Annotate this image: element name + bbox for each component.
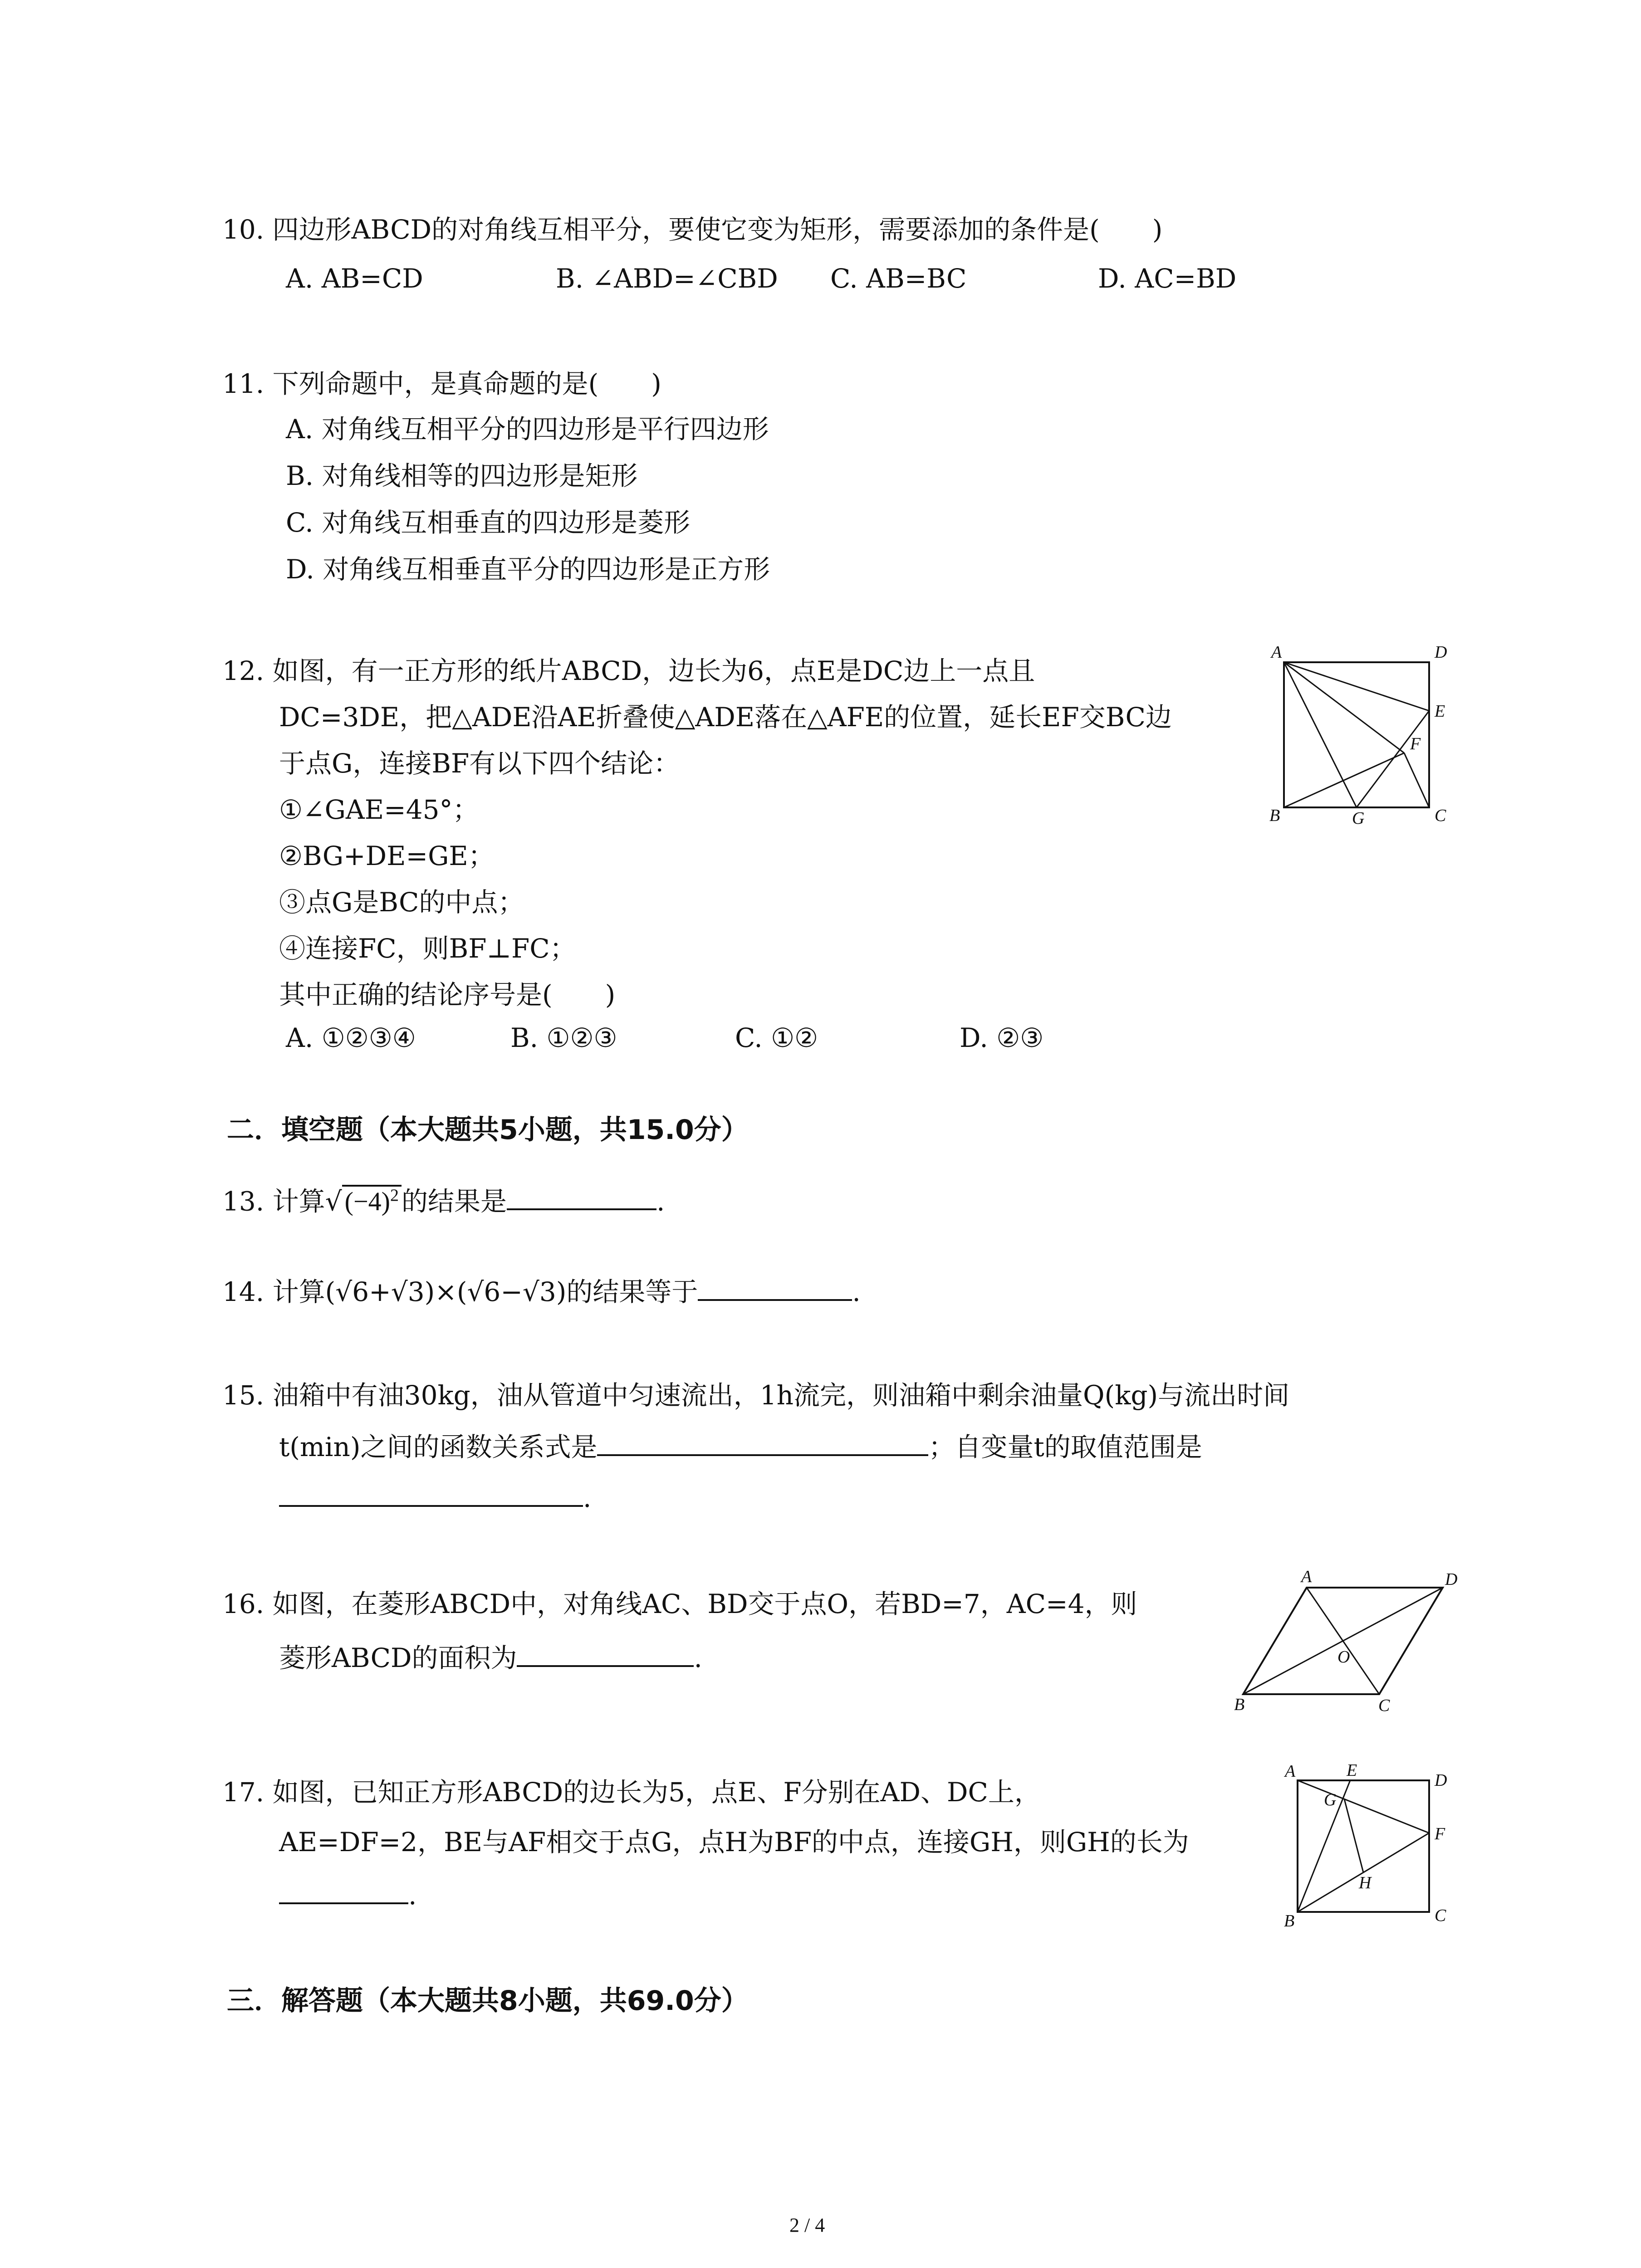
q16-answer-blank[interactable] <box>517 1640 694 1667</box>
q16-label-c: C <box>1378 1696 1390 1715</box>
q12-line-3: 于点G，连接BF有以下四个结论： <box>279 748 680 779</box>
q12-option-d: D. ②③ <box>960 1022 1044 1053</box>
q12-label-c: C <box>1435 806 1446 825</box>
q12-line-8: 其中正确的结论序号是( ) <box>279 979 616 1010</box>
q13-prefix: 13. 计算 <box>222 1186 325 1217</box>
q16-label-o: O <box>1337 1647 1350 1667</box>
q12-line-7: ④连接FC，则BF⊥FC； <box>279 933 576 964</box>
q16-label-d: D <box>1445 1570 1458 1589</box>
q12-line-1: 12. 如图，有一正方形的纸片ABCD，边长为6，点E是DC边上一点且 <box>222 655 1035 686</box>
q12-figure <box>1266 644 1456 826</box>
q12-line-4: ①∠GAE=45°； <box>279 794 479 825</box>
q17-figure <box>1275 1762 1465 1935</box>
q10-option-d: D. AC=BD <box>1098 263 1237 294</box>
q10-option-b: B. ∠ABD=∠CBD <box>556 263 778 294</box>
q12-label-b: B <box>1269 806 1280 825</box>
q14-line: 14. 计算(√6+√3)×(√6−√3)的结果等于 . <box>222 1274 861 1308</box>
q17-line-3: . <box>279 1877 416 1911</box>
q10-stem: 10. 四边形ABCD的对角线互相平分，要使它变为矩形，需要添加的条件是( ) <box>222 214 1163 245</box>
q12-square <box>1284 662 1429 807</box>
q13-suffix: 的结果是 <box>402 1186 507 1217</box>
q14-answer-blank[interactable] <box>698 1274 852 1301</box>
q15-line-1: 15. 油箱中有油30kg，油从管道中匀速流出，1h流完，则油箱中剩余油量Q(kg)与流出时间 <box>222 1380 1290 1411</box>
q16-label-a: A <box>1301 1569 1312 1586</box>
q15-answer-blank-1[interactable] <box>597 1429 928 1456</box>
q15-answer-blank-2[interactable] <box>279 1480 583 1507</box>
q11-option-a: A. 对角线互相平分的四边形是平行四边形 <box>286 414 769 445</box>
q16-label-b: B <box>1234 1695 1245 1714</box>
q13-exponent: 2 <box>390 1186 399 1205</box>
q12-label-g: G <box>1352 809 1365 826</box>
q11-stem: 11. 下列命题中，是真命题的是( ) <box>222 368 661 399</box>
q12-option-c: C. ①② <box>735 1022 818 1053</box>
section-3-heading: 三．解答题（本大题共8小题，共69.0分） <box>227 1985 749 2017</box>
q13-sqrt: √ $(-4)^2$ <box>325 1179 402 1218</box>
q17-line-1: 17. 如图，已知正方形ABCD的边长为5，点E、F分别在AD、DC上， <box>222 1777 1041 1808</box>
q12-label-a: A <box>1271 644 1282 662</box>
q12-line-6: ③点G是BC的中点； <box>279 887 524 918</box>
q11-option-c: C. 对角线互相垂直的四边形是菱形 <box>286 507 691 538</box>
q17-label-b: B <box>1284 1911 1295 1931</box>
q10-option-c: C. AB=BC <box>830 263 967 294</box>
q13-answer-blank[interactable] <box>507 1183 656 1210</box>
page-number: 2 / 4 <box>789 2214 825 2236</box>
q11-option-d: D. 对角线互相垂直平分的四边形是正方形 <box>286 554 770 585</box>
q16-figure <box>1234 1569 1461 1719</box>
q12-option-b: B. ①②③ <box>510 1022 617 1053</box>
q17-label-f: F <box>1435 1824 1445 1843</box>
q13-radicand: $(-4)^2$ <box>342 1185 402 1216</box>
q16-line-2: 菱形ABCD的面积为 . <box>279 1640 702 1674</box>
q17-label-g: G <box>1324 1790 1337 1809</box>
q13-line: 13. 计算√ $(-4)^2$ 的结果是 . <box>222 1179 665 1218</box>
q15-line-3: . <box>279 1480 591 1514</box>
q12-option-a: A. ①②③④ <box>286 1022 416 1053</box>
q17-label-c: C <box>1435 1906 1446 1925</box>
q17-label-a: A <box>1285 1762 1296 1781</box>
q17-answer-blank[interactable] <box>279 1877 408 1904</box>
section-2-heading: 二．填空题（本大题共5小题，共15.0分） <box>227 1114 749 1146</box>
q12-label-d: D <box>1435 644 1447 662</box>
q17-label-d: D <box>1435 1771 1447 1790</box>
q14-text: 14. 计算(√6+√3)×(√6−√3)的结果等于 <box>222 1276 698 1307</box>
q11-option-b: B. 对角线相等的四边形是矩形 <box>286 460 638 491</box>
q12-label-e: E <box>1435 702 1445 721</box>
q10-option-a: A. AB=CD <box>286 263 423 294</box>
q16-line-1: 16. 如图，在菱形ABCD中，对角线AC、BD交于点O，若BD=7，AC=4，则 <box>222 1589 1137 1619</box>
q17-label-h: H <box>1359 1873 1372 1892</box>
q12-label-f: F <box>1410 734 1421 753</box>
q12-line-2: DC=3DE，把△ADE沿AE折叠使△ADE落在△AFE的位置，延长EF交BC边 <box>279 702 1172 733</box>
q12-line-5: ②BG+DE=GE； <box>279 841 495 871</box>
q15-line-2: t(min)之间的函数关系式是 ；自变量t的取值范围是 <box>279 1429 1202 1463</box>
q17-label-e: E <box>1347 1762 1357 1780</box>
q17-line-2: AE=DF=2，BE与AF相交于点G，点H为BF的中点，连接GH，则GH的长为 <box>279 1827 1189 1857</box>
